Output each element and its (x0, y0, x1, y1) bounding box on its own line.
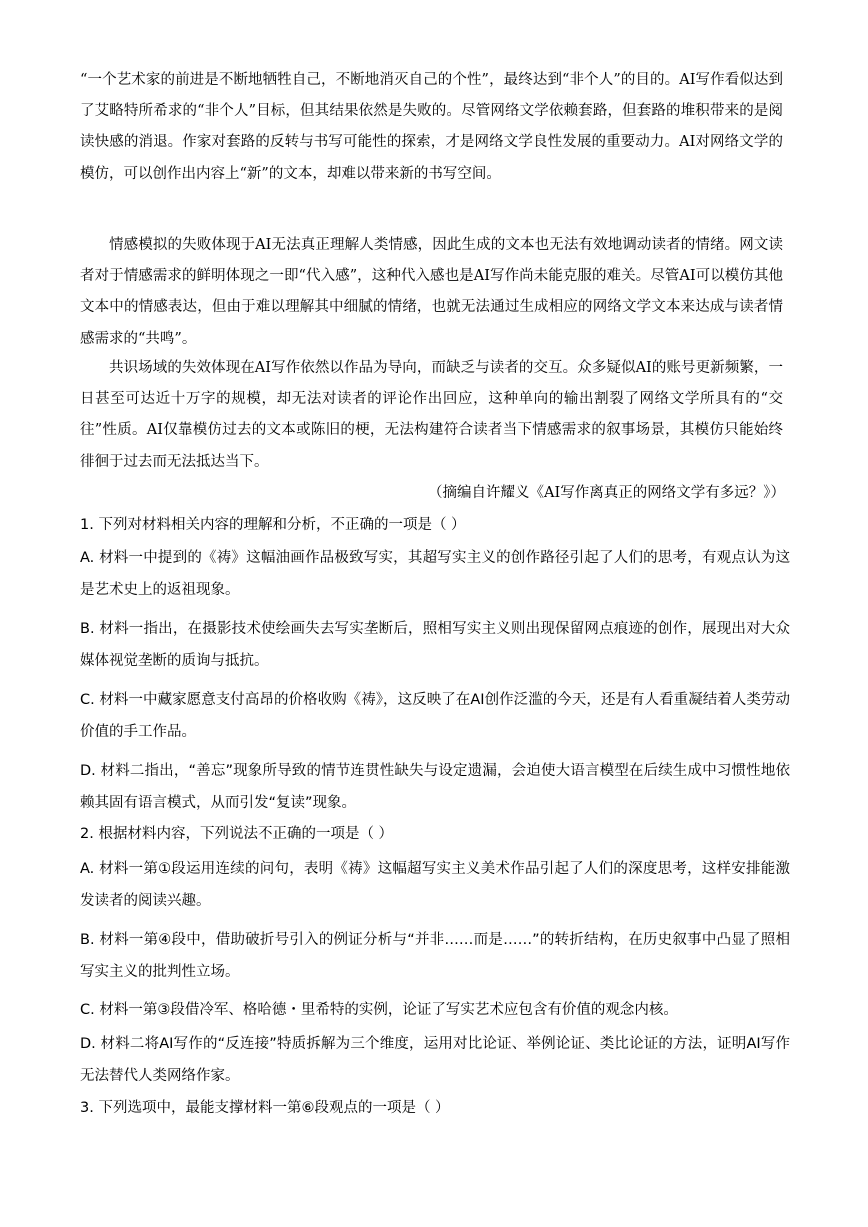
passage-source: （摘编自许耀义《AI写作离真正的网络文学有多远？》） (428, 485, 785, 501)
question-1-option-c: C. 材料一中藏家愿意支付高昂的价格收购《祷》，这反映了在AI创作泛滥的今天，还是有人看重凝结着人类劳动价值的手工作品。 (80, 692, 790, 740)
passage-paragraph-2: 情感模拟的失败体现于AI无法真正理解人类情感，因此生成的文本也无法有效地调动读者的情绪。网文读者对于情感需求的鲜明体现之一即“代入感”，这种代入感也是AI写作尚未能克服的难关。尽管AI可以模仿其他文本中的情感表达，但由于难以理解其中细腻的情绪，也就无法通过生成相应的网络文学文本来达成与读者情感需求的“共鸣”。 (80, 237, 783, 347)
question-2-option-a: A. 材料一第①段运用连续的问句，表明《祷》这幅超写实主义美术作品引起了人们的深度思考，这样安排能激发读者的阅读兴趣。 (80, 861, 790, 909)
question-1-option-b: B. 材料一指出，在摄影技术使绘画失去写实垄断后，照相写实主义则出现保留网点痕迹的创作，展现出对大众媒体视觉垄断的质询与抵抗。 (80, 621, 790, 669)
question-1-option-d: D. 材料二指出，“善忘”现象所导致的情节连贯性缺失与设定遗漏，会迫使大语言模型在后续生成中习惯性地依赖其固有语言模式，从而引发“复读”现象。 (80, 763, 790, 811)
passage-paragraph-3: 共识场域的失效体现在AI写作依然以作品为导向，而缺乏与读者的交互。众多疑似AI的账号更新频繁，一日甚至可达近十万字的规模，却无法对读者的评论作出回应，这种单向的输出割裂了网络文学所具有的“交往”性质。AI仅靠模仿过去的文本或陈旧的梗，无法构建符合读者当下情感需求的叙事场景，其模仿只能始终徘徊于过去而无法抵达当下。 (80, 360, 783, 470)
passage-paragraph-1: “一个艺术家的前进是不断地牺牲自己，不断地消灭自己的个性”，最终达到“非个人”的目的。AI写作看似达到了艾略特所希求的“非个人”目标，但其结果依然是失败的。尽管网络文学依赖套路，但套路的堆积带来的是阅读快感的消退。作家对套路的反转与书写可能性的探索，才是网络文学良性发展的重要动力。AI对网络文学的模仿，可以创作出内容上“新”的文本，却难以带来新的书写空间。 (80, 72, 783, 182)
question-1-option-a: A. 材料一中提到的《祷》这幅油画作品极致写实，其超写实主义的创作路径引起了人们的思考，有观点认为这是艺术史上的返祖现象。 (80, 550, 790, 598)
question-2-option-b: B. 材料一第④段中，借助破折号引入的例证分析与“并非……而是……”的转折结构，在历史叙事中凸显了照相写实主义的批判性立场。 (80, 932, 790, 980)
question-2-option-c: C. 材料一第③段借冷军、格哈德・里希特的实例，论证了写实艺术应包含有价值的观念内核。 (80, 1002, 678, 1018)
question-2-option-d: D. 材料二将AI写作的“反连接”特质拆解为三个维度，运用对比论证、举例论证、类比论证的方法，证明AI写作无法替代人类网络作家。 (80, 1036, 790, 1084)
question-3-stem: 3. 下列选项中，最能支撑材料一第⑥段观点的一项是（ ） (80, 1100, 450, 1116)
question-2-stem: 2. 根据材料内容，下列说法不正确的一项是（ ） (80, 826, 394, 842)
question-1-stem: 1. 下列对材料相关内容的理解和分析，不正确的一项是（ ） (80, 517, 466, 533)
